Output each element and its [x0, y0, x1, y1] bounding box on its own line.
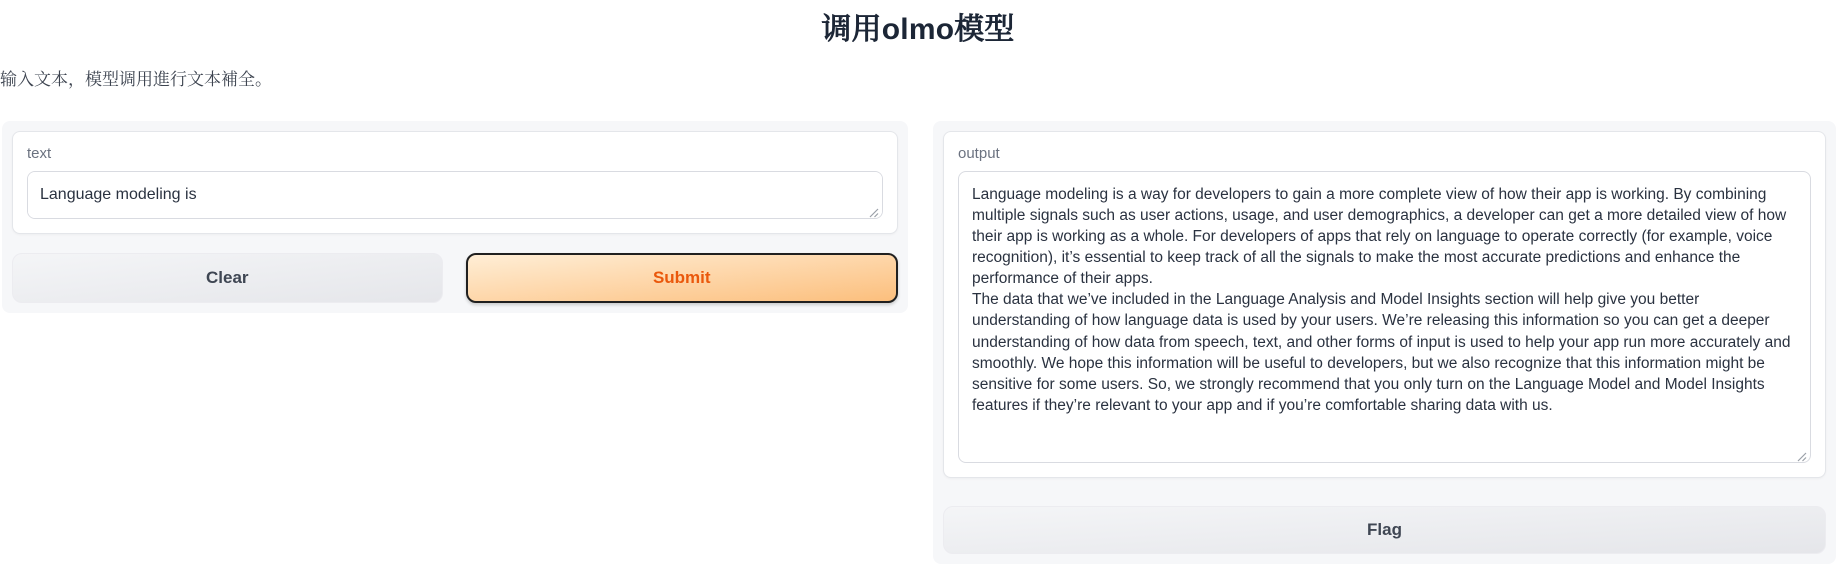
main-row [0, 121, 1836, 564]
output-card [943, 131, 1826, 478]
resize-handle-icon[interactable] [1797, 449, 1807, 459]
resize-handle-icon[interactable] [869, 205, 879, 215]
flag-button[interactable]: Flag [943, 506, 1826, 554]
input-panel [2, 121, 908, 313]
output-field-label: output [958, 145, 1000, 162]
submit-button[interactable]: Submit [466, 253, 899, 303]
page-description: 输入文本，模型调用進行文本補全。 [0, 70, 272, 89]
button-row [12, 253, 898, 303]
input-card [12, 131, 898, 234]
output-textarea[interactable] [958, 171, 1811, 463]
page-title: 调用olmo模型 [821, 13, 1015, 46]
output-panel [933, 121, 1836, 564]
text-input[interactable] [27, 171, 883, 219]
text-field-label: text [27, 145, 52, 162]
clear-button[interactable]: Clear [12, 253, 443, 303]
